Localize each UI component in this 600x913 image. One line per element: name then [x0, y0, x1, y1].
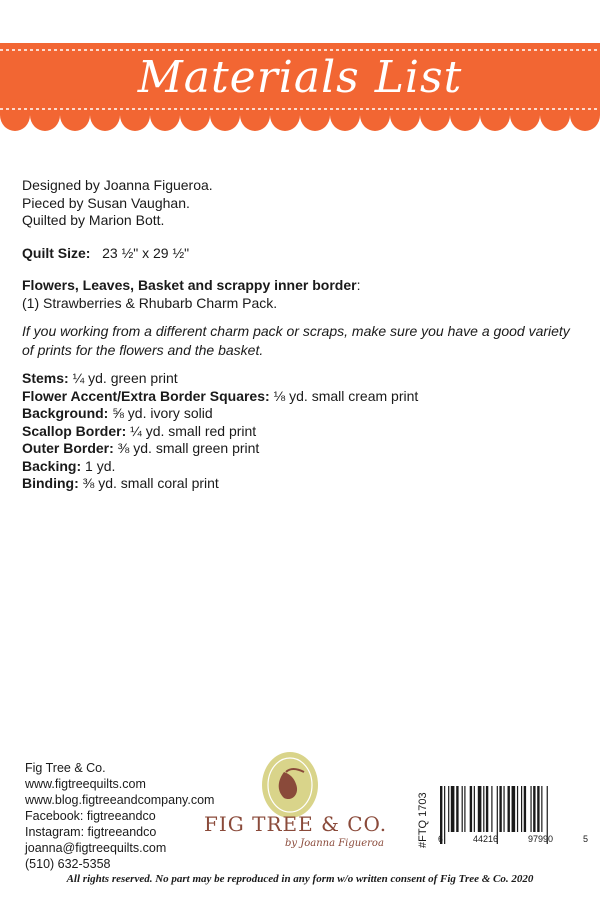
instagram-handle: Instagram: figtreeandco	[25, 825, 157, 839]
scallop	[210, 99, 240, 131]
scallop	[510, 99, 540, 131]
credit-pieced: Pieced by Susan Vaughan.	[22, 194, 190, 211]
barcode-bar	[486, 786, 488, 832]
charm-pack-note: If you working from a different charm pack or scraps, make sure you have a good variety of prints for the flowers and the basket.	[22, 323, 570, 358]
material-label: Binding:	[22, 475, 79, 491]
scallop	[450, 99, 480, 131]
facebook-handle: Facebook: figtreeandco	[25, 809, 156, 823]
barcode-digit: 6	[438, 834, 444, 844]
barcode-bar	[503, 786, 504, 832]
quilt-size-value: 23 ½" x 29 ½"	[102, 244, 190, 261]
credit-designed: Designed by Joanna Figueroa.	[22, 177, 213, 193]
materials-list	[22, 370, 582, 493]
scallop	[360, 99, 390, 131]
barcode-bar	[499, 786, 501, 832]
contact-info	[25, 760, 214, 872]
material-row	[22, 405, 582, 423]
material-label: Scallop Border:	[22, 422, 127, 439]
barcode-bar	[491, 786, 492, 832]
scallop	[60, 99, 90, 131]
material-label: Stems:	[22, 370, 69, 386]
email-link[interactable]: joanna@figtreequilts.com	[25, 841, 167, 855]
flowers-item: (1) Strawberries & Rhubarb Charm Pack.	[22, 294, 278, 311]
material-label: Flower Accent/Extra Border Squares:	[22, 387, 270, 404]
flowers-heading	[22, 277, 582, 295]
scallop	[270, 99, 300, 131]
phone-number: (510) 632-5358	[25, 857, 111, 871]
scallop	[540, 99, 570, 131]
scallop	[390, 99, 420, 131]
barcode-bar	[530, 786, 531, 832]
barcode-bar	[521, 786, 522, 832]
scallop	[120, 99, 150, 131]
barcode-bar	[451, 786, 455, 832]
barcode-bar	[533, 786, 535, 832]
barcode-bar	[483, 786, 484, 832]
page-title: Materials List	[137, 52, 463, 103]
material-row	[22, 475, 582, 493]
barcode-bar	[517, 786, 518, 832]
company-name: Fig Tree & Co.	[25, 761, 106, 775]
scallop	[480, 99, 510, 131]
material-row	[22, 440, 582, 458]
material-label: Outer Border:	[22, 440, 114, 456]
material-row	[22, 370, 582, 388]
blog-link[interactable]: www.blog.figtreeandcompany.com	[25, 793, 215, 807]
barcode-digit: 44216	[472, 834, 499, 844]
quilt-size-label: Quilt Size:	[22, 244, 91, 261]
barcode-bar	[512, 786, 516, 832]
scallop	[90, 99, 120, 131]
logo-byline: by Joanna Figueroa	[285, 838, 384, 849]
scallop	[240, 99, 270, 131]
material-value: ¼ yd. small red print	[126, 422, 257, 439]
barcode-bar	[508, 786, 510, 832]
material-value: ¼ yd. green print	[68, 370, 178, 386]
scallop	[420, 99, 450, 131]
materials-content	[22, 177, 582, 493]
copyright-notice: All rights reserved. No part may be reproduced in any form w/o written consent of Fig Tree & Co. 2020	[66, 873, 534, 885]
scallop	[180, 99, 210, 131]
scallop	[300, 99, 330, 131]
material-value: ⅛ yd. small cream print	[269, 387, 419, 404]
material-row	[22, 423, 582, 441]
barcode-bar	[524, 786, 526, 832]
flowers-label: Flowers, Leaves, Basket and scrappy inner border	[22, 277, 357, 293]
scallop	[30, 99, 60, 131]
material-row	[22, 388, 582, 406]
barcode-bar	[456, 786, 458, 832]
barcode-bar	[478, 786, 482, 832]
quilt-size	[22, 245, 582, 263]
flowers-colon: :	[356, 277, 361, 293]
material-value: 1 yd.	[81, 457, 116, 474]
barcode-digit: 5	[582, 834, 588, 844]
material-value: ⅝ yd. ivory solid	[108, 405, 213, 421]
barcode-digit: 97990	[527, 834, 554, 844]
scallop	[330, 99, 360, 131]
credit-quilted: Quilted by Marion Bott.	[22, 212, 165, 228]
barcode-bar	[541, 786, 542, 832]
material-value: ⅜ yd. small coral print	[78, 475, 219, 491]
sku-label	[414, 788, 430, 848]
scallop	[150, 99, 180, 131]
material-label: Background:	[22, 405, 109, 421]
sku-text: #FTQ 1703	[417, 792, 429, 848]
material-row	[22, 458, 582, 476]
barcode-bar	[470, 786, 472, 832]
scallop	[0, 99, 30, 131]
material-value: ⅜ yd. small green print	[113, 440, 260, 456]
barcode-bar	[537, 786, 539, 832]
barcode-bar	[464, 786, 465, 832]
scallop	[570, 99, 600, 131]
barcode-bar	[448, 786, 449, 832]
barcode-digits	[438, 834, 588, 844]
barcode-bar	[462, 786, 463, 832]
logo-wordmark: FIG TREE & CO.	[204, 812, 388, 836]
barcode-bar	[474, 786, 475, 832]
material-label: Backing:	[22, 457, 82, 474]
website-link[interactable]: www.figtreequilts.com	[25, 777, 146, 791]
